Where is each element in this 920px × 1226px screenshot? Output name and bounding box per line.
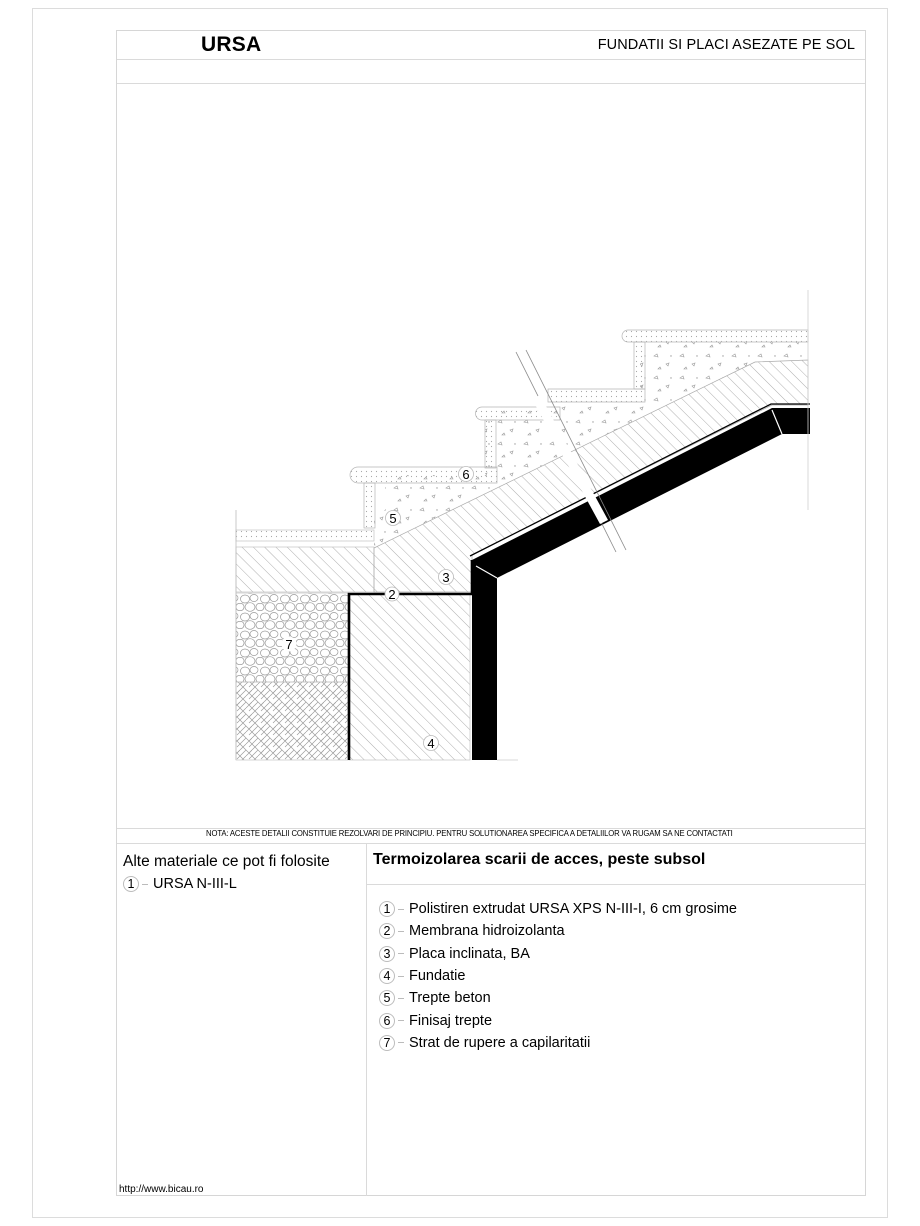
legend-label: Trepte beton (409, 990, 491, 1007)
floor-finish (236, 530, 374, 541)
svg-text:4: 4 (427, 736, 435, 751)
brand-logo: URSA (201, 33, 262, 56)
svg-text:6: 6 (462, 467, 470, 482)
footer-url: http://www.bicau.ro (119, 1184, 204, 1195)
callout-3 (439, 570, 454, 586)
foundation (349, 594, 470, 760)
alternative-label: URSA N-III-L (153, 876, 237, 892)
number-badge: 5 (379, 990, 395, 1006)
ground-soil (236, 682, 348, 760)
legend-label: Fundatie (409, 968, 466, 985)
legend-label: Membrana hidroizolanta (409, 923, 565, 940)
legend-label: Strat de rupere a capilaritatii (409, 1034, 591, 1051)
svg-text:3: 3 (442, 570, 450, 585)
ground-slab (236, 547, 374, 592)
number-badge: 7 (379, 1035, 395, 1051)
detail-title: Termoizolarea scarii de acces, peste subsol (373, 851, 706, 868)
number-badge: 6 (379, 1013, 395, 1029)
callout-4 (424, 736, 439, 752)
number-badge: 1 (379, 901, 395, 917)
sheet-title: FUNDATII SI PLACI ASEZATE PE SOL (597, 37, 855, 53)
number-badge: 3 (379, 946, 395, 962)
number-badge: 1 (123, 876, 139, 892)
svg-text:5: 5 (389, 511, 397, 526)
alternatives-title: Alte materiale ce pot fi folosite (123, 853, 330, 870)
svg-text:2: 2 (388, 587, 396, 602)
callout-6 (459, 467, 474, 483)
number-badge: 2 (379, 923, 395, 939)
legend-label: Placa inclinata, BA (409, 945, 530, 962)
callout-5 (386, 511, 401, 527)
legend-label: Polistiren extrudat URSA XPS N-III-I, 6 cm grosime (409, 901, 737, 918)
number-badge: 4 (379, 968, 395, 984)
svg-text:7: 7 (285, 637, 293, 652)
disclaimer-note: NOTA: ACESTE DETALII CONSTITUIE REZOLVARI DE PRINCIPIU. PENTRU SOLUTIONAREA SPECIFICA A DETALIILOR VA RUGAM SA NE CONTACTATI (206, 828, 733, 838)
legend-label: Finisaj trepte (409, 1012, 493, 1029)
